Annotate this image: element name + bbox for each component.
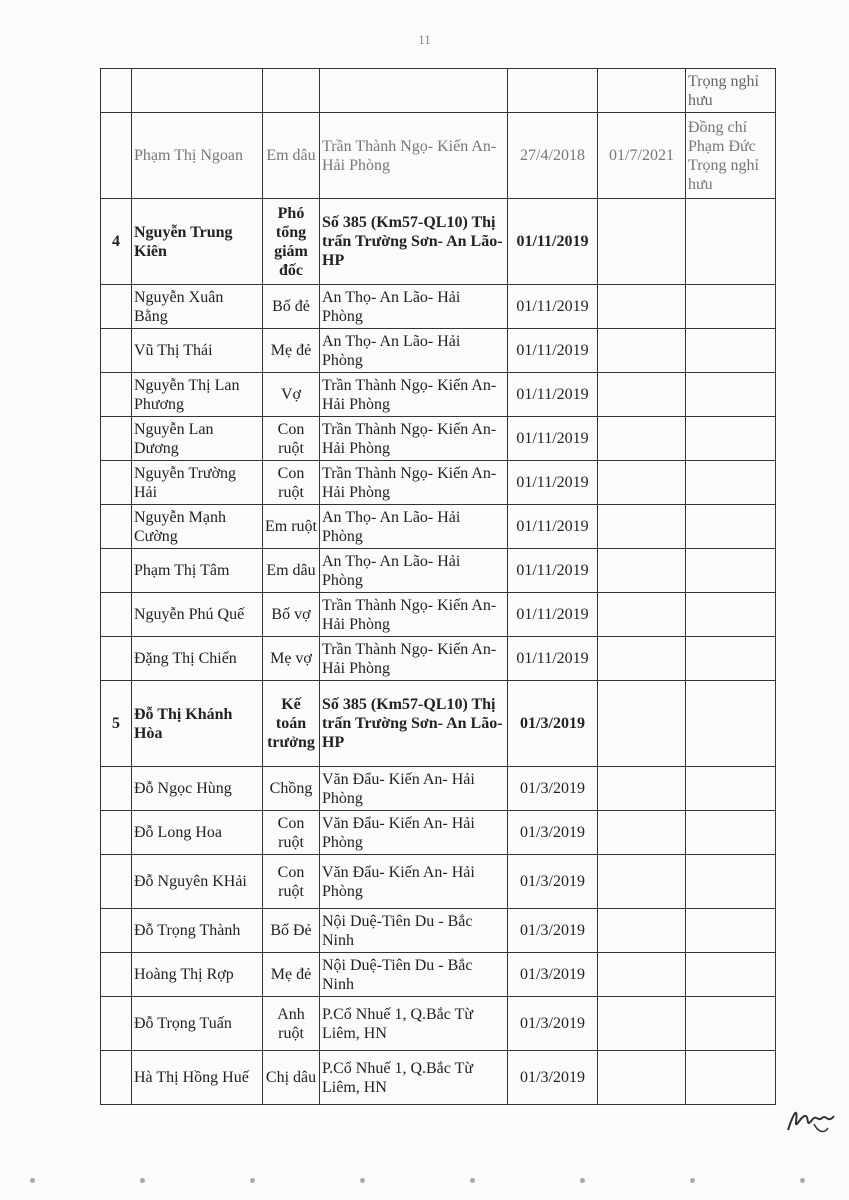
cell-no <box>101 373 132 417</box>
continuation-row <box>101 69 776 113</box>
cell-no <box>101 505 132 549</box>
cell-name: Đỗ Long Hoa <box>132 811 263 855</box>
cell-no <box>101 637 132 681</box>
cell-address: P.Cổ Nhuế 1, Q.Bắc Từ Liêm, HN <box>320 997 508 1051</box>
table-row <box>101 461 776 505</box>
cell-date: 01/11/2019 <box>508 637 598 681</box>
cell-note <box>686 593 776 637</box>
cell-address: P.Cổ Nhuế 1, Q.Bắc Từ Liêm, HN <box>320 1051 508 1105</box>
cell-name: Đỗ Thị Khánh Hòa <box>132 681 263 767</box>
cell-no <box>101 69 132 113</box>
cell-name: Nguyễn Trường Hải <box>132 461 263 505</box>
cell-note <box>686 505 776 549</box>
table-row <box>101 549 776 593</box>
cell-name: Vũ Thị Thái <box>132 329 263 373</box>
cell-note <box>686 1051 776 1105</box>
cell-name: Phạm Thị Ngoan <box>132 113 263 199</box>
cell-note <box>686 461 776 505</box>
cell-end-date <box>598 549 686 593</box>
cell-relation: Bố đẻ <box>263 285 320 329</box>
cell-name: Phạm Thị Tâm <box>132 549 263 593</box>
cell-end-date <box>598 997 686 1051</box>
cell-end-date <box>598 593 686 637</box>
cell-end-date <box>598 855 686 909</box>
cell-no <box>101 593 132 637</box>
cell-note <box>686 549 776 593</box>
table-row <box>101 767 776 811</box>
signature-mark <box>784 1102 838 1136</box>
cell-note <box>686 681 776 767</box>
cell-address <box>320 69 508 113</box>
cell-note <box>686 637 776 681</box>
cell-address: Văn Đẩu- Kiến An- Hải Phòng <box>320 855 508 909</box>
cell-relation: Mẹ đẻ <box>263 329 320 373</box>
cell-name: Đỗ Trọng Thành <box>132 909 263 953</box>
cell-name: Đỗ Ngọc Hùng <box>132 767 263 811</box>
cell-note <box>686 855 776 909</box>
table-row <box>101 417 776 461</box>
table-row <box>101 285 776 329</box>
cell-address: Văn Đẩu- Kiến An- Hải Phòng <box>320 811 508 855</box>
cell-name: Nguyễn Phú Quế <box>132 593 263 637</box>
cell-date: 01/3/2019 <box>508 909 598 953</box>
cell-no <box>101 909 132 953</box>
cell-address: Trần Thành Ngọ- Kiến An- Hải Phòng <box>320 113 508 199</box>
cell-relation: Con ruột <box>263 855 320 909</box>
cell-no <box>101 329 132 373</box>
cell-end-date: 01/7/2021 <box>598 113 686 199</box>
cell-end-date <box>598 681 686 767</box>
cell-name: Nguyễn Mạnh Cường <box>132 505 263 549</box>
cell-relation: Kế toán trưởng <box>263 681 320 767</box>
cell-date: 01/11/2019 <box>508 593 598 637</box>
cell-date: 01/3/2019 <box>508 767 598 811</box>
scan-edge-marks <box>20 1178 830 1188</box>
cell-end-date <box>598 329 686 373</box>
cell-note <box>686 953 776 997</box>
cell-end-date <box>598 1051 686 1105</box>
cell-relation: Vợ <box>263 373 320 417</box>
cell-date: 01/11/2019 <box>508 505 598 549</box>
cell-address: Số 385 (Km57-QL10) Thị trấn Trường Sơn- An Lão-HP <box>320 681 508 767</box>
cell-no <box>101 285 132 329</box>
cell-relation: Con ruột <box>263 417 320 461</box>
cell-no <box>101 549 132 593</box>
cell-no <box>101 953 132 997</box>
cell-date: 01/3/2019 <box>508 997 598 1051</box>
cell-no: 4 <box>101 199 132 285</box>
cell-address: Nội Duệ-Tiên Du - Bắc Ninh <box>320 953 508 997</box>
cell-note <box>686 417 776 461</box>
cell-relation: Phó tổng giám đốc <box>263 199 320 285</box>
cell-no <box>101 1051 132 1105</box>
table-row <box>101 593 776 637</box>
cell-relation: Anh ruột <box>263 997 320 1051</box>
cell-name: Hoàng Thị Rợp <box>132 953 263 997</box>
cell-name <box>132 69 263 113</box>
cell-date: 01/3/2019 <box>508 953 598 997</box>
cell-address: Số 385 (Km57-QL10) Thị trấn Trường Sơn- An Lão-HP <box>320 199 508 285</box>
cell-address: An Thọ- An Lão- Hải Phòng <box>320 285 508 329</box>
cell-date: 01/3/2019 <box>508 811 598 855</box>
cell-date: 01/11/2019 <box>508 417 598 461</box>
cell-no <box>101 811 132 855</box>
cell-note <box>686 329 776 373</box>
cell-end-date <box>598 373 686 417</box>
cell-name: Nguyễn Trung Kiên <box>132 199 263 285</box>
cell-name: Đặng Thị Chiến <box>132 637 263 681</box>
cell-address: Văn Đẩu- Kiến An- Hải Phòng <box>320 767 508 811</box>
cell-end-date <box>598 909 686 953</box>
cell-note <box>686 767 776 811</box>
table-row <box>101 199 776 285</box>
cell-end-date <box>598 417 686 461</box>
cell-date: 01/3/2019 <box>508 1051 598 1105</box>
cell-end-date <box>598 285 686 329</box>
cell-no: 5 <box>101 681 132 767</box>
table-row <box>101 811 776 855</box>
cell-name: Đỗ Nguyên KHải <box>132 855 263 909</box>
cell-address: Trần Thành Ngọ- Kiến An- Hải Phòng <box>320 373 508 417</box>
cell-date: 01/3/2019 <box>508 681 598 767</box>
table-row <box>101 681 776 767</box>
cell-end-date <box>598 69 686 113</box>
table-row <box>101 855 776 909</box>
cell-name: Nguyễn Thị Lan Phương <box>132 373 263 417</box>
cell-no <box>101 461 132 505</box>
cell-date: 01/11/2019 <box>508 549 598 593</box>
cell-relation: Em dâu <box>263 113 320 199</box>
table-row <box>101 909 776 953</box>
cell-end-date <box>598 199 686 285</box>
cell-note: Trọng nghỉ hưu <box>686 69 776 113</box>
cell-relation: Bố Đẻ <box>263 909 320 953</box>
cell-note <box>686 909 776 953</box>
cell-note <box>686 199 776 285</box>
cell-no <box>101 855 132 909</box>
cell-date: 01/11/2019 <box>508 199 598 285</box>
cell-no <box>101 113 132 199</box>
cell-no <box>101 417 132 461</box>
cell-address: An Thọ- An Lão- Hải Phòng <box>320 549 508 593</box>
table-row <box>101 329 776 373</box>
cell-relation: Con ruột <box>263 811 320 855</box>
cell-relation: Mẹ vợ <box>263 637 320 681</box>
table-row <box>101 1051 776 1105</box>
cell-note: Đồng chí Phạm Đức Trọng nghỉ hưu <box>686 113 776 199</box>
cell-note <box>686 997 776 1051</box>
cell-date: 01/11/2019 <box>508 329 598 373</box>
cell-address: Trần Thành Ngọ- Kiến An- Hải Phòng <box>320 593 508 637</box>
cell-address: An Thọ- An Lão- Hải Phòng <box>320 329 508 373</box>
cell-end-date <box>598 953 686 997</box>
cell-relation: Em dâu <box>263 549 320 593</box>
related-persons-table <box>100 68 776 1105</box>
cell-address: An Thọ- An Lão- Hải Phòng <box>320 505 508 549</box>
table-row <box>101 505 776 549</box>
cell-note <box>686 285 776 329</box>
cell-name: Hà Thị Hồng Huế <box>132 1051 263 1105</box>
table-row <box>101 637 776 681</box>
cell-no <box>101 997 132 1051</box>
cell-address: Nội Duệ-Tiên Du - Bắc Ninh <box>320 909 508 953</box>
cell-address: Trần Thành Ngọ- Kiến An- Hải Phòng <box>320 461 508 505</box>
cell-note <box>686 373 776 417</box>
cell-end-date <box>598 637 686 681</box>
cell-date: 01/11/2019 <box>508 373 598 417</box>
cell-address: Trần Thành Ngọ- Kiến An- Hải Phòng <box>320 417 508 461</box>
cell-date: 01/11/2019 <box>508 461 598 505</box>
cell-relation: Em ruột <box>263 505 320 549</box>
table-row <box>101 997 776 1051</box>
cell-note <box>686 811 776 855</box>
table-row <box>101 953 776 997</box>
cell-relation: Bố vợ <box>263 593 320 637</box>
cell-no <box>101 767 132 811</box>
cell-relation: Chị dâu <box>263 1051 320 1105</box>
cell-date: 01/11/2019 <box>508 285 598 329</box>
table-row <box>101 373 776 417</box>
cell-end-date <box>598 461 686 505</box>
cell-date: 01/3/2019 <box>508 855 598 909</box>
cell-address: Trần Thành Ngọ- Kiến An- Hải Phòng <box>320 637 508 681</box>
cell-relation: Chồng <box>263 767 320 811</box>
cell-name: Đỗ Trọng Tuấn <box>132 997 263 1051</box>
cell-relation: Con ruột <box>263 461 320 505</box>
cell-date: 27/4/2018 <box>508 113 598 199</box>
cell-end-date <box>598 505 686 549</box>
cell-relation <box>263 69 320 113</box>
cell-date <box>508 69 598 113</box>
cell-name: Nguyễn Lan Dương <box>132 417 263 461</box>
cell-end-date <box>598 811 686 855</box>
table-row <box>101 113 776 199</box>
cell-name: Nguyễn Xuân Bằng <box>132 285 263 329</box>
cell-relation: Mẹ đẻ <box>263 953 320 997</box>
cell-end-date <box>598 767 686 811</box>
page-number: 11 <box>418 32 431 47</box>
